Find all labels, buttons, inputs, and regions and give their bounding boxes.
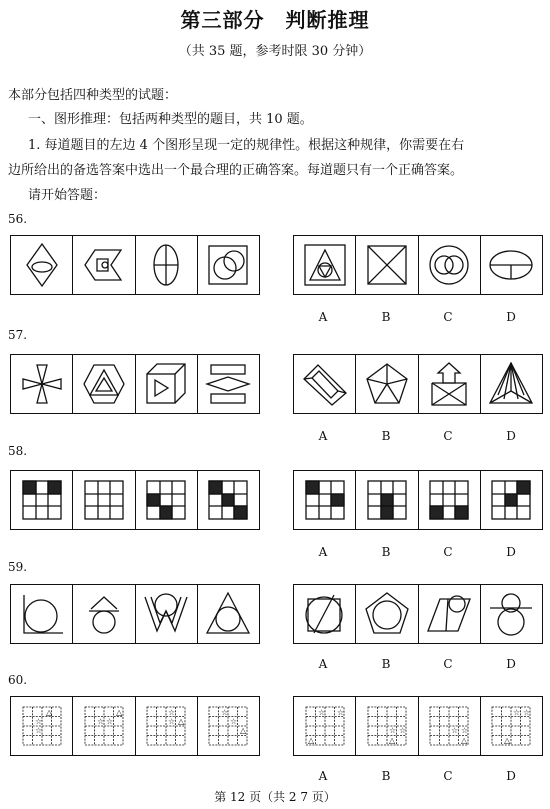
q59-option-c[interactable]	[419, 585, 481, 643]
q59-stem-figure-1	[11, 585, 73, 643]
option-label-c: C	[443, 769, 453, 783]
option-label-a: A	[318, 657, 328, 671]
q59-option-a[interactable]	[294, 585, 356, 643]
q58-stem-figure-2	[73, 471, 135, 529]
q60-stem-figure-1	[11, 697, 73, 755]
q56-option-b[interactable]	[356, 236, 418, 294]
square-circles-figure	[205, 242, 251, 288]
q56-stem-figure-1	[11, 236, 73, 294]
q60-stem-figure-2	[73, 697, 135, 755]
q58-option-b[interactable]	[356, 471, 418, 529]
option-label-c: C	[443, 429, 453, 443]
q57-option-d[interactable]	[481, 355, 542, 413]
q58-stem-figure-3	[136, 471, 198, 529]
q58-option-d[interactable]	[481, 471, 542, 529]
q60-option-a[interactable]	[294, 697, 356, 755]
svg-text:☆: ☆	[96, 717, 105, 726]
question-58-stem	[10, 470, 260, 530]
svg-text:☆: ☆	[168, 708, 176, 717]
q57-stem-figure-2	[73, 355, 135, 413]
pentagon-star-figure	[364, 361, 410, 407]
q59-option-d[interactable]	[481, 585, 542, 643]
pyramid-lines-figure	[488, 361, 534, 407]
question-60-stem	[10, 696, 260, 756]
circle-square-slash-figure	[302, 591, 348, 637]
question-56-options	[293, 235, 543, 295]
option-label-d: D	[506, 545, 516, 559]
svg-text:☆: ☆	[230, 717, 238, 726]
svg-text:☆: ☆	[513, 708, 521, 717]
grid-shaded-figure	[205, 477, 251, 523]
svg-text:☆: ☆	[451, 726, 459, 735]
svg-text:△: △	[45, 708, 52, 717]
option-label-c: C	[443, 657, 453, 671]
two-circles-line-figure	[488, 591, 534, 637]
option-label-b: B	[381, 657, 391, 671]
svg-text:☆: ☆	[34, 726, 42, 735]
question-59-stem	[10, 584, 260, 644]
q60-option-d[interactable]	[481, 697, 542, 755]
question-number-57: 57.	[8, 328, 28, 342]
option-label-c: C	[443, 545, 453, 559]
ellipse-cross-figure	[143, 242, 189, 288]
q56-stem-figure-4	[198, 236, 259, 294]
q59-stem-figure-2	[73, 585, 135, 643]
svg-text:△: △	[388, 736, 396, 745]
option-label-d: D	[506, 310, 516, 324]
triangle-circle-figure	[302, 242, 348, 288]
option-label-b: B	[381, 769, 391, 783]
svg-text:☆: ☆	[336, 708, 344, 717]
grid-star-triangle-figure	[19, 703, 65, 749]
intro-line-3: 1. 每道题目的左边 4 个图形呈现一定的规律性。根据这种规律，你需要在右	[28, 138, 465, 153]
q59-stem-figure-4	[198, 585, 259, 643]
svg-text:☆: ☆	[34, 717, 42, 726]
svg-text:△: △	[307, 736, 314, 745]
intro-line-1: 本部分包括四种类型的试题：	[8, 88, 178, 103]
q58-stem-figure-4	[198, 471, 259, 529]
q56-stem-figure-2	[73, 236, 135, 294]
grid-shaded-figure	[364, 477, 410, 523]
option-label-d: D	[506, 769, 516, 783]
question-number-60: 60.	[8, 673, 28, 687]
svg-text:△: △	[240, 726, 247, 735]
hexagon-triangles-figure	[81, 361, 127, 407]
question-57-stem	[10, 354, 260, 414]
q58-stem-figure-1	[11, 471, 73, 529]
q60-stem-figure-4	[198, 697, 259, 755]
diamond-ellipse-figure	[19, 242, 65, 288]
q57-option-b[interactable]	[356, 355, 418, 413]
q60-option-b[interactable]	[356, 697, 418, 755]
q58-option-c[interactable]	[419, 471, 481, 529]
option-label-a: A	[318, 545, 328, 559]
page-number-footer: 第 12 页（共 2 7 页）	[214, 790, 336, 804]
circle-caret-figure	[81, 591, 127, 637]
svg-text:△: △	[115, 708, 123, 717]
parallelogram-circle-figure	[426, 591, 472, 637]
q56-option-d[interactable]	[481, 236, 542, 294]
svg-text:△: △	[504, 736, 511, 745]
q57-option-c[interactable]	[419, 355, 481, 413]
grid-star-triangle-figure	[205, 703, 251, 749]
q59-option-b[interactable]	[356, 585, 418, 643]
option-label-d: D	[506, 429, 516, 443]
grid-star-triangle-figure	[143, 703, 189, 749]
question-57-options	[293, 354, 543, 414]
q59-stem-figure-3	[136, 585, 198, 643]
arrow-hexagon-figure	[81, 242, 127, 288]
svg-text:☆: ☆	[221, 708, 229, 717]
svg-text:☆: ☆	[523, 708, 531, 717]
option-label-b: B	[381, 545, 391, 559]
question-60-options	[293, 696, 543, 756]
pentagon-circle-figure	[364, 591, 410, 637]
circle-corner-figure	[19, 591, 65, 637]
q57-stem-figure-3	[136, 355, 198, 413]
option-label-d: D	[506, 657, 516, 671]
intro-line-5: 请开始答题：	[28, 188, 107, 203]
four-triangles-figure	[19, 361, 65, 407]
grid-star-triangle-figure	[364, 703, 410, 749]
q57-stem-figure-1	[11, 355, 73, 413]
circle-w-figure	[143, 591, 189, 637]
grid-star-triangle-figure	[81, 703, 127, 749]
grid-shaded-figure	[143, 477, 189, 523]
option-label-b: B	[381, 310, 391, 324]
svg-text:☆: ☆	[398, 726, 407, 735]
svg-text:☆: ☆	[105, 717, 114, 726]
cube-triangle-figure	[143, 361, 189, 407]
question-58-options	[293, 470, 543, 530]
svg-text:△: △	[461, 736, 468, 745]
square-diagonals-figure	[364, 242, 410, 288]
svg-text:☆: ☆	[461, 726, 469, 735]
grid-shaded-figure	[302, 477, 348, 523]
q56-option-c[interactable]	[419, 236, 481, 294]
q60-option-c[interactable]	[419, 697, 481, 755]
question-number-59: 59.	[8, 560, 28, 574]
triangle-circle-figure	[205, 591, 251, 637]
intro-line-2: 一、图形推理：包括两种类型的题目，共 10 题。	[28, 112, 313, 127]
grid-shaded-figure	[426, 477, 472, 523]
option-label-c: C	[443, 310, 453, 324]
grid-star-triangle-figure	[302, 703, 348, 749]
grid-star-triangle-figure	[488, 703, 534, 749]
intro-line-4: 边所给出的备选答案中选出一个最合理的正确答案。每道题只有一个正确答案。	[8, 163, 464, 178]
option-label-a: A	[318, 310, 328, 324]
svg-text:△: △	[178, 717, 185, 726]
question-56-stem	[10, 235, 260, 295]
question-59-options	[293, 584, 543, 644]
q58-option-a[interactable]	[294, 471, 356, 529]
grid-empty-figure	[81, 477, 127, 523]
q56-stem-figure-3	[136, 236, 198, 294]
ellipse-split-figure	[488, 242, 534, 288]
q57-stem-figure-4	[198, 355, 259, 413]
svg-text:☆: ☆	[388, 726, 397, 735]
section-subtitle: （共 35 题，参考时限 30 分钟）	[178, 44, 372, 59]
circle-two-circles-figure	[426, 242, 472, 288]
question-number-58: 58.	[8, 444, 28, 458]
svg-text:☆: ☆	[317, 708, 325, 717]
q56-option-a[interactable]	[294, 236, 356, 294]
q60-stem-figure-3	[136, 697, 198, 755]
svg-text:☆: ☆	[168, 717, 176, 726]
question-number-56: 56.	[8, 212, 28, 226]
tilted-rect-figure	[302, 361, 348, 407]
q57-option-a[interactable]	[294, 355, 356, 413]
section-title: 第三部分 判断推理	[180, 8, 370, 32]
option-label-b: B	[381, 429, 391, 443]
grid-shaded-figure	[19, 477, 65, 523]
grid-star-triangle-figure	[426, 703, 472, 749]
rectangles-diamond-figure	[205, 361, 251, 407]
option-label-a: A	[318, 429, 328, 443]
option-label-a: A	[318, 769, 328, 783]
arrow-box-figure	[426, 361, 472, 407]
grid-shaded-figure	[488, 477, 534, 523]
